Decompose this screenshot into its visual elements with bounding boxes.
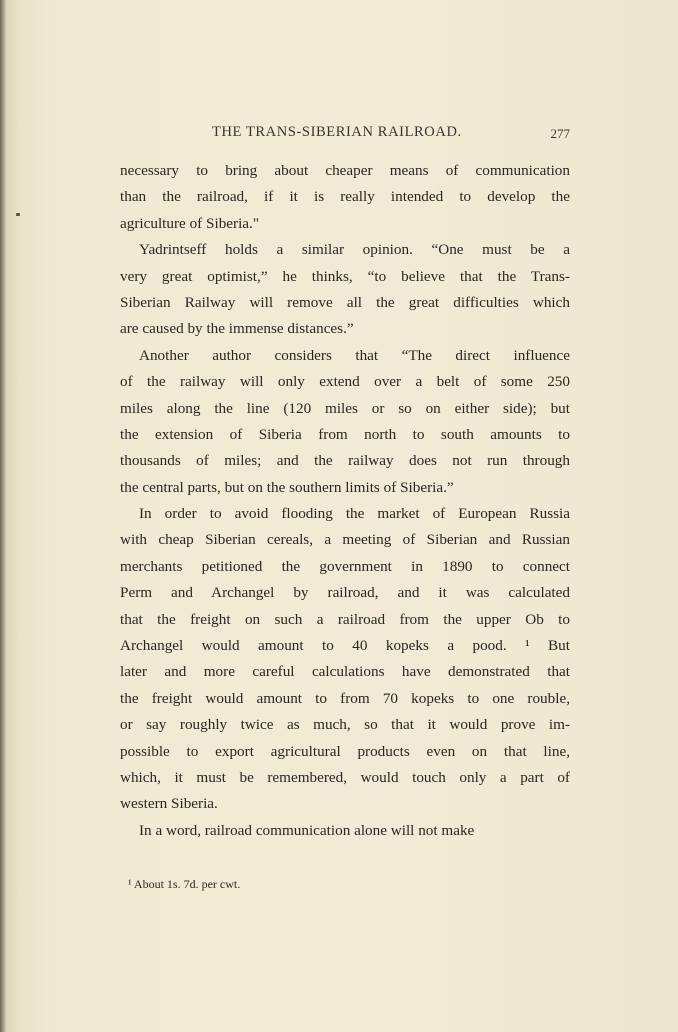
- text-line: of the railway will only extend over a belt of some 250: [120, 373, 570, 391]
- running-head: [120, 124, 570, 144]
- text-line: the central parts, but on the southern limits of Siberia.”: [120, 478, 454, 496]
- text-line: which, it must be remembered, would touch only a part of: [120, 768, 570, 786]
- text-line: or say roughly twice as much, so that it would prove im-: [120, 716, 570, 734]
- text-line: the extension of Siberia from north to south amounts to: [120, 425, 570, 443]
- text-line: merchants petitioned the government in 1890 to connect: [120, 557, 570, 575]
- text-line: In order to avoid flooding the market of European Russia: [139, 505, 570, 523]
- text-line: than the railroad, if it is really intended to develop the: [120, 188, 570, 206]
- text-line: Archangel would amount to 40 kopeks a pood. ¹ But: [120, 637, 570, 655]
- text-line: Siberian Railway will remove all the great difficulties which: [120, 293, 570, 311]
- text-line: agriculture of Siberia.": [120, 214, 260, 232]
- text-line: necessary to bring about cheaper means of communication: [120, 162, 570, 179]
- page-spine-shadow: [0, 0, 6, 1032]
- text-line: thousands of miles; and the railway does not run through: [120, 452, 570, 470]
- text-line: are caused by the immense distances.”: [120, 320, 354, 338]
- text-line: possible to export agricultural products even on that line,: [120, 742, 570, 760]
- page-number: 277: [550, 126, 570, 141]
- ink-speck: [16, 213, 20, 216]
- text-line: the freight would amount to from 70 kopeks to one rouble,: [120, 689, 570, 707]
- footnote: ¹ About 1s. 7d. per cwt.: [128, 877, 241, 891]
- body-text: [120, 158, 570, 844]
- text-line: western Siberia.: [120, 795, 218, 813]
- text-line: Yadrintseff holds a similar opinion. “One must be a: [139, 241, 570, 259]
- text-line: Perm and Archangel by railroad, and it was calculated: [120, 584, 570, 602]
- running-title: THE TRANS-SIBERIAN RAILROAD.: [212, 124, 462, 140]
- text-line: Another author considers that “The direct influence: [139, 346, 570, 364]
- text-line: miles along the line (120 miles or so on either side); but: [120, 399, 570, 417]
- text-line: with cheap Siberian cereals, a meeting of Siberian and Russian: [120, 531, 570, 549]
- text-line: later and more careful calculations have demonstrated that: [120, 663, 570, 681]
- text-line: very great optimist,” he thinks, “to believe that the Trans-: [120, 267, 570, 285]
- text-line: that the freight on such a railroad from the upper Ob to: [120, 610, 570, 628]
- text-line: In a word, railroad communication alone will not make: [139, 821, 475, 839]
